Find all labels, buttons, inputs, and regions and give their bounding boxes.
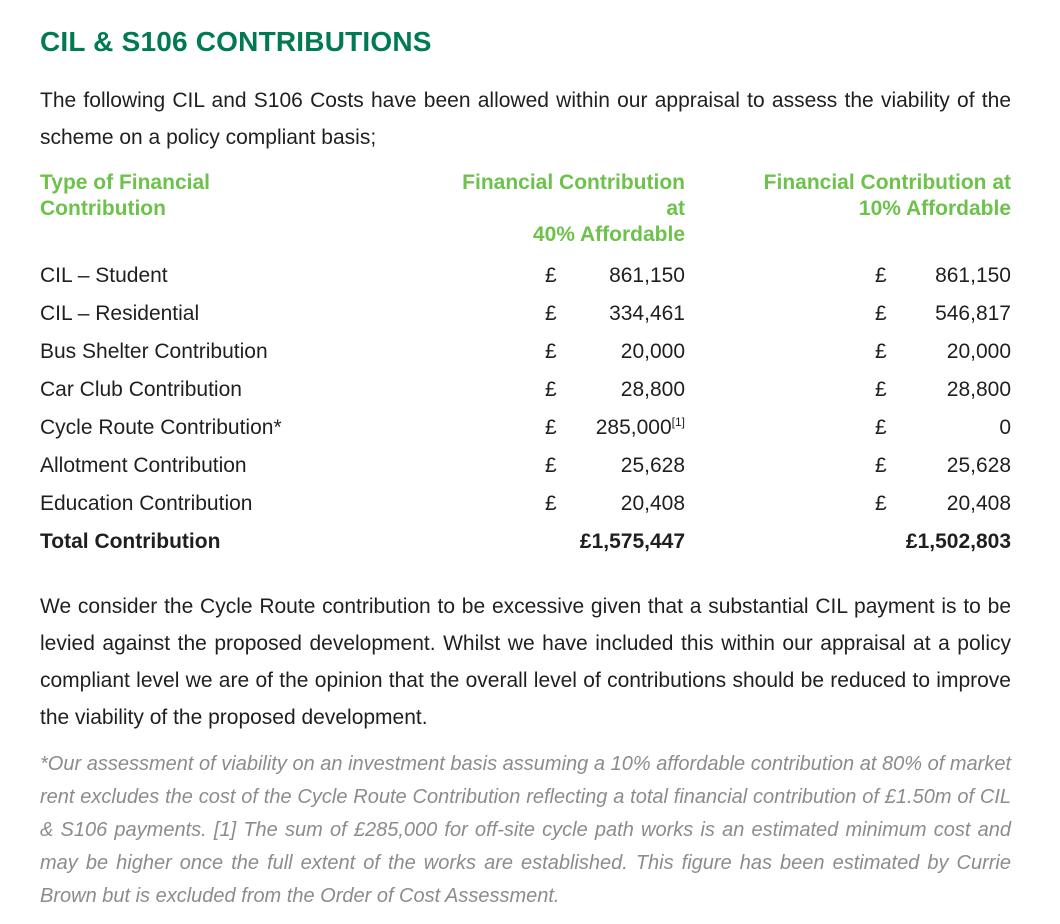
table-total-row (40, 530, 1011, 568)
amount-value: 20,408 (946, 492, 1011, 515)
pound-sign: £ (545, 492, 557, 515)
amount-10 (875, 454, 1011, 478)
total-amount-10: £1,502,803 (905, 530, 1011, 553)
amount-value: 285,000 (595, 416, 672, 439)
pound-sign: £ (875, 454, 887, 477)
amount-value: 20,408 (620, 492, 685, 515)
footnote-marker: [1] (671, 415, 685, 429)
amount-value: 28,800 (620, 378, 685, 401)
amount-value: 546,817 (935, 302, 1011, 325)
row-label: Education Contribution (40, 492, 253, 515)
amount-value: 25,628 (620, 454, 685, 477)
amount-40 (545, 302, 685, 326)
amount-10 (875, 340, 1011, 364)
row-label: Car Club Contribution (40, 378, 242, 401)
pound-sign: £ (875, 492, 887, 515)
amount-10 (875, 378, 1011, 402)
contributions-table (40, 170, 1011, 568)
amount-value: 0 (999, 416, 1011, 439)
amount-value: 20,000 (620, 340, 685, 363)
column-header-10-affordable: Financial Contribution at 10% Affordable (763, 171, 1011, 220)
amount-10 (875, 492, 1011, 516)
pound-sign: £ (545, 340, 557, 363)
amount-40 (545, 340, 685, 364)
row-label: Allotment Contribution (40, 454, 247, 477)
pound-sign: £ (545, 264, 557, 287)
amount-10 (875, 302, 1011, 326)
amount-40 (545, 492, 685, 516)
pound-sign: £ (875, 264, 887, 287)
amount-value: 334,461 (609, 302, 685, 325)
table-row (40, 264, 1011, 302)
amount-value: 25,628 (946, 454, 1011, 477)
row-label: Cycle Route Contribution* (40, 416, 282, 439)
amount-value: 28,800 (946, 378, 1011, 401)
pound-sign: £ (875, 416, 887, 439)
pound-sign: £ (875, 378, 887, 401)
table-row (40, 492, 1011, 530)
table-row (40, 340, 1011, 378)
amount-value: 861,150 (935, 264, 1011, 287)
column-header-type: Type of Financial Contribution (40, 171, 210, 220)
page-title: CIL & S106 CONTRIBUTIONS (40, 26, 432, 57)
total-amount-40: £1,575,447 (579, 530, 685, 553)
amount-value: 20,000 (946, 340, 1011, 363)
amount-40 (545, 378, 685, 402)
table-row (40, 454, 1011, 492)
amount-10 (875, 264, 1011, 288)
pound-sign: £ (545, 302, 557, 325)
pound-sign: £ (545, 416, 557, 439)
amount-40 (545, 416, 685, 440)
amount-40 (545, 264, 685, 288)
commentary-paragraph: We consider the Cycle Route contribution to be excessive given that a substantial CIL payment is to be levied against the proposed development. Whilst we have included this within our appraisal at a policy compliant level we are of the opinion that the overall level of contributions should be reduced to improve the viability of the proposed development. (40, 595, 1011, 729)
pound-sign: £ (545, 378, 557, 401)
total-label: Total Contribution (40, 530, 221, 553)
table-row (40, 302, 1011, 340)
row-label: CIL – Student (40, 264, 168, 287)
row-label: CIL – Residential (40, 302, 200, 325)
footnote-paragraph: *Our assessment of viability on an investment basis assuming a 10% affordable contribution at 80% of market rent excludes the cost of the Cycle Route Contribution reflecting a total financial contribution of £1.50m of CIL & S106 payments. [1] The sum of £285,000 for off-site cycle path works is an estimated minimum cost and may be higher once the full extent of the works are established. This figure has been estimated by Currie Brown but is excluded from the Order of Cost Assessment. (40, 753, 1011, 907)
table-header-row (40, 170, 1011, 248)
table-row (40, 378, 1011, 416)
row-label: Bus Shelter Contribution (40, 340, 268, 363)
intro-paragraph: The following CIL and S106 Costs have been allowed within our appraisal to assess the viability of the scheme on a policy compliant basis; (40, 89, 1011, 149)
column-header-40-affordable: Financial Contribution at 40% Affordable (462, 171, 685, 246)
table-row (40, 416, 1011, 454)
amount-value: 861,150 (609, 264, 685, 287)
pound-sign: £ (875, 340, 887, 363)
amount-40 (545, 454, 685, 478)
pound-sign: £ (545, 454, 557, 477)
pound-sign: £ (875, 302, 887, 325)
amount-10 (875, 416, 1011, 440)
